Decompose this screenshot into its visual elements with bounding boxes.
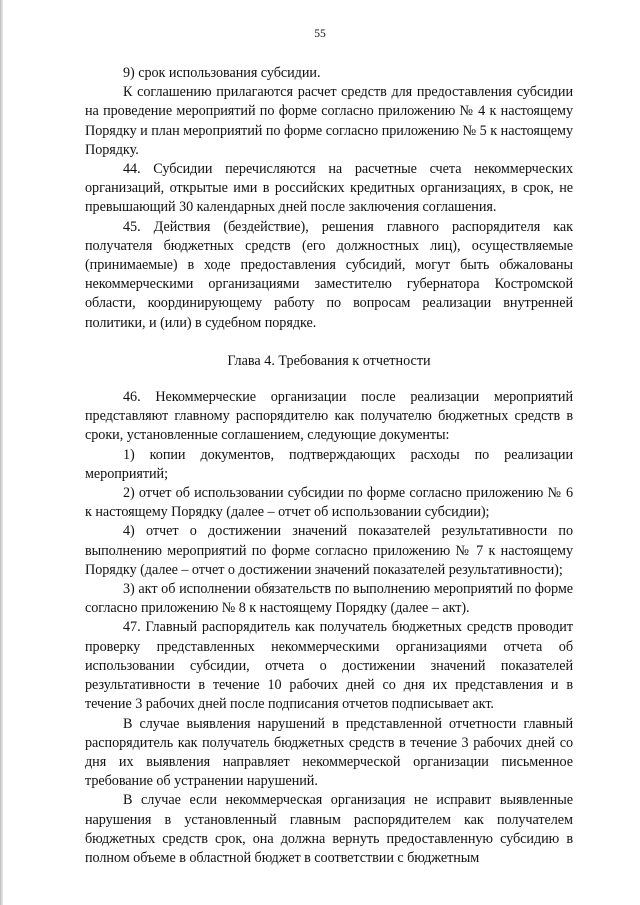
page-number: 55: [314, 28, 326, 40]
scan-edge: [0, 0, 3, 905]
paragraph-44: 44. Субсидии перечисляются на расчетные счета некоммерческих организаций, открытые ими в российских кредитных организациях, в срок, не превышающий 30 календарных дней после заключения соглашения.: [85, 161, 573, 216]
list-item-4: 4) отчет о достижении значений показателей результативности по выполнению мероприятий по форме согласно приложению № 7 к настоящему Порядку (далее – отчет о достижении значений показателей результативности);: [85, 523, 573, 578]
paragraph-violations: В случае выявления нарушений в представленной отчетности главный распорядитель как получатель бюджетных средств в течение 3 рабочих дней со дня их выявления направляет некоммерческой организации письменное требование об устранении нарушений.: [85, 715, 573, 790]
list-item-1: 1) копии документов, подтверждающих расходы по реализации мероприятий;: [85, 446, 573, 482]
list-item-3: 3) акт об исполнении обязательств по выполнению мероприятий по форме согласно приложению № 8 к настоящему Порядку (далее – акт).: [85, 581, 573, 617]
paragraph-45: 45. Действия (бездействие), решения главного распорядителя как получателя бюджетных средств (его должностных лиц), осуществляемые (принимаемые) в ходе предоставления субсидий, могут быть обжалованы некоммерческими организациями заместителю губернатора Костромской области, координирующему работу по вопросам реализации внутренней политики, и (или) в судебном порядке.: [85, 218, 573, 331]
paragraph-item-9: 9) срок использования субсидии.: [123, 65, 321, 81]
list-item-2: 2) отчет об использовании субсидии по форме согласно приложению № 6 к настоящему Порядку (далее – отчет об использовании субсидии);: [85, 485, 573, 521]
paragraph-refund: В случае если некоммерческая организация не исправит выявленные нарушения в установленный главным распорядителем как получателем бюджетных средств срок, она должна вернуть предоставленную субсидию в полном объеме в областной бюджет в соответствии с бюджетным: [85, 792, 573, 866]
paragraph-46: 46. Некоммерческие организации после реализации мероприятий представляют главному распорядителю как получателю бюджетных средств в сроки, установленные соглашением, следующие документы:: [85, 389, 573, 444]
chapter-heading: Глава 4. Требования к отчетности: [227, 352, 431, 369]
paragraph-agreement-attachments: К соглашению прилагаются расчет средств для предоставления субсидии на проведение мероприятий по форме согласно приложению № 4 к настоящему Порядку и план мероприятий по форме согласно приложению № 5 к настоящему Порядку.: [85, 84, 573, 158]
document-body: [85, 64, 573, 868]
paragraph-47: 47. Главный распорядитель как получатель бюджетных средств проводит проверку представленных некоммерческими организациями отчета об использовании субсидии, отчета о достижении значений показателей результативности в течение 10 рабочих дней со дня их представления и в течение 3 рабочих дней после подписания отчетов подписывает акт.: [85, 619, 573, 713]
